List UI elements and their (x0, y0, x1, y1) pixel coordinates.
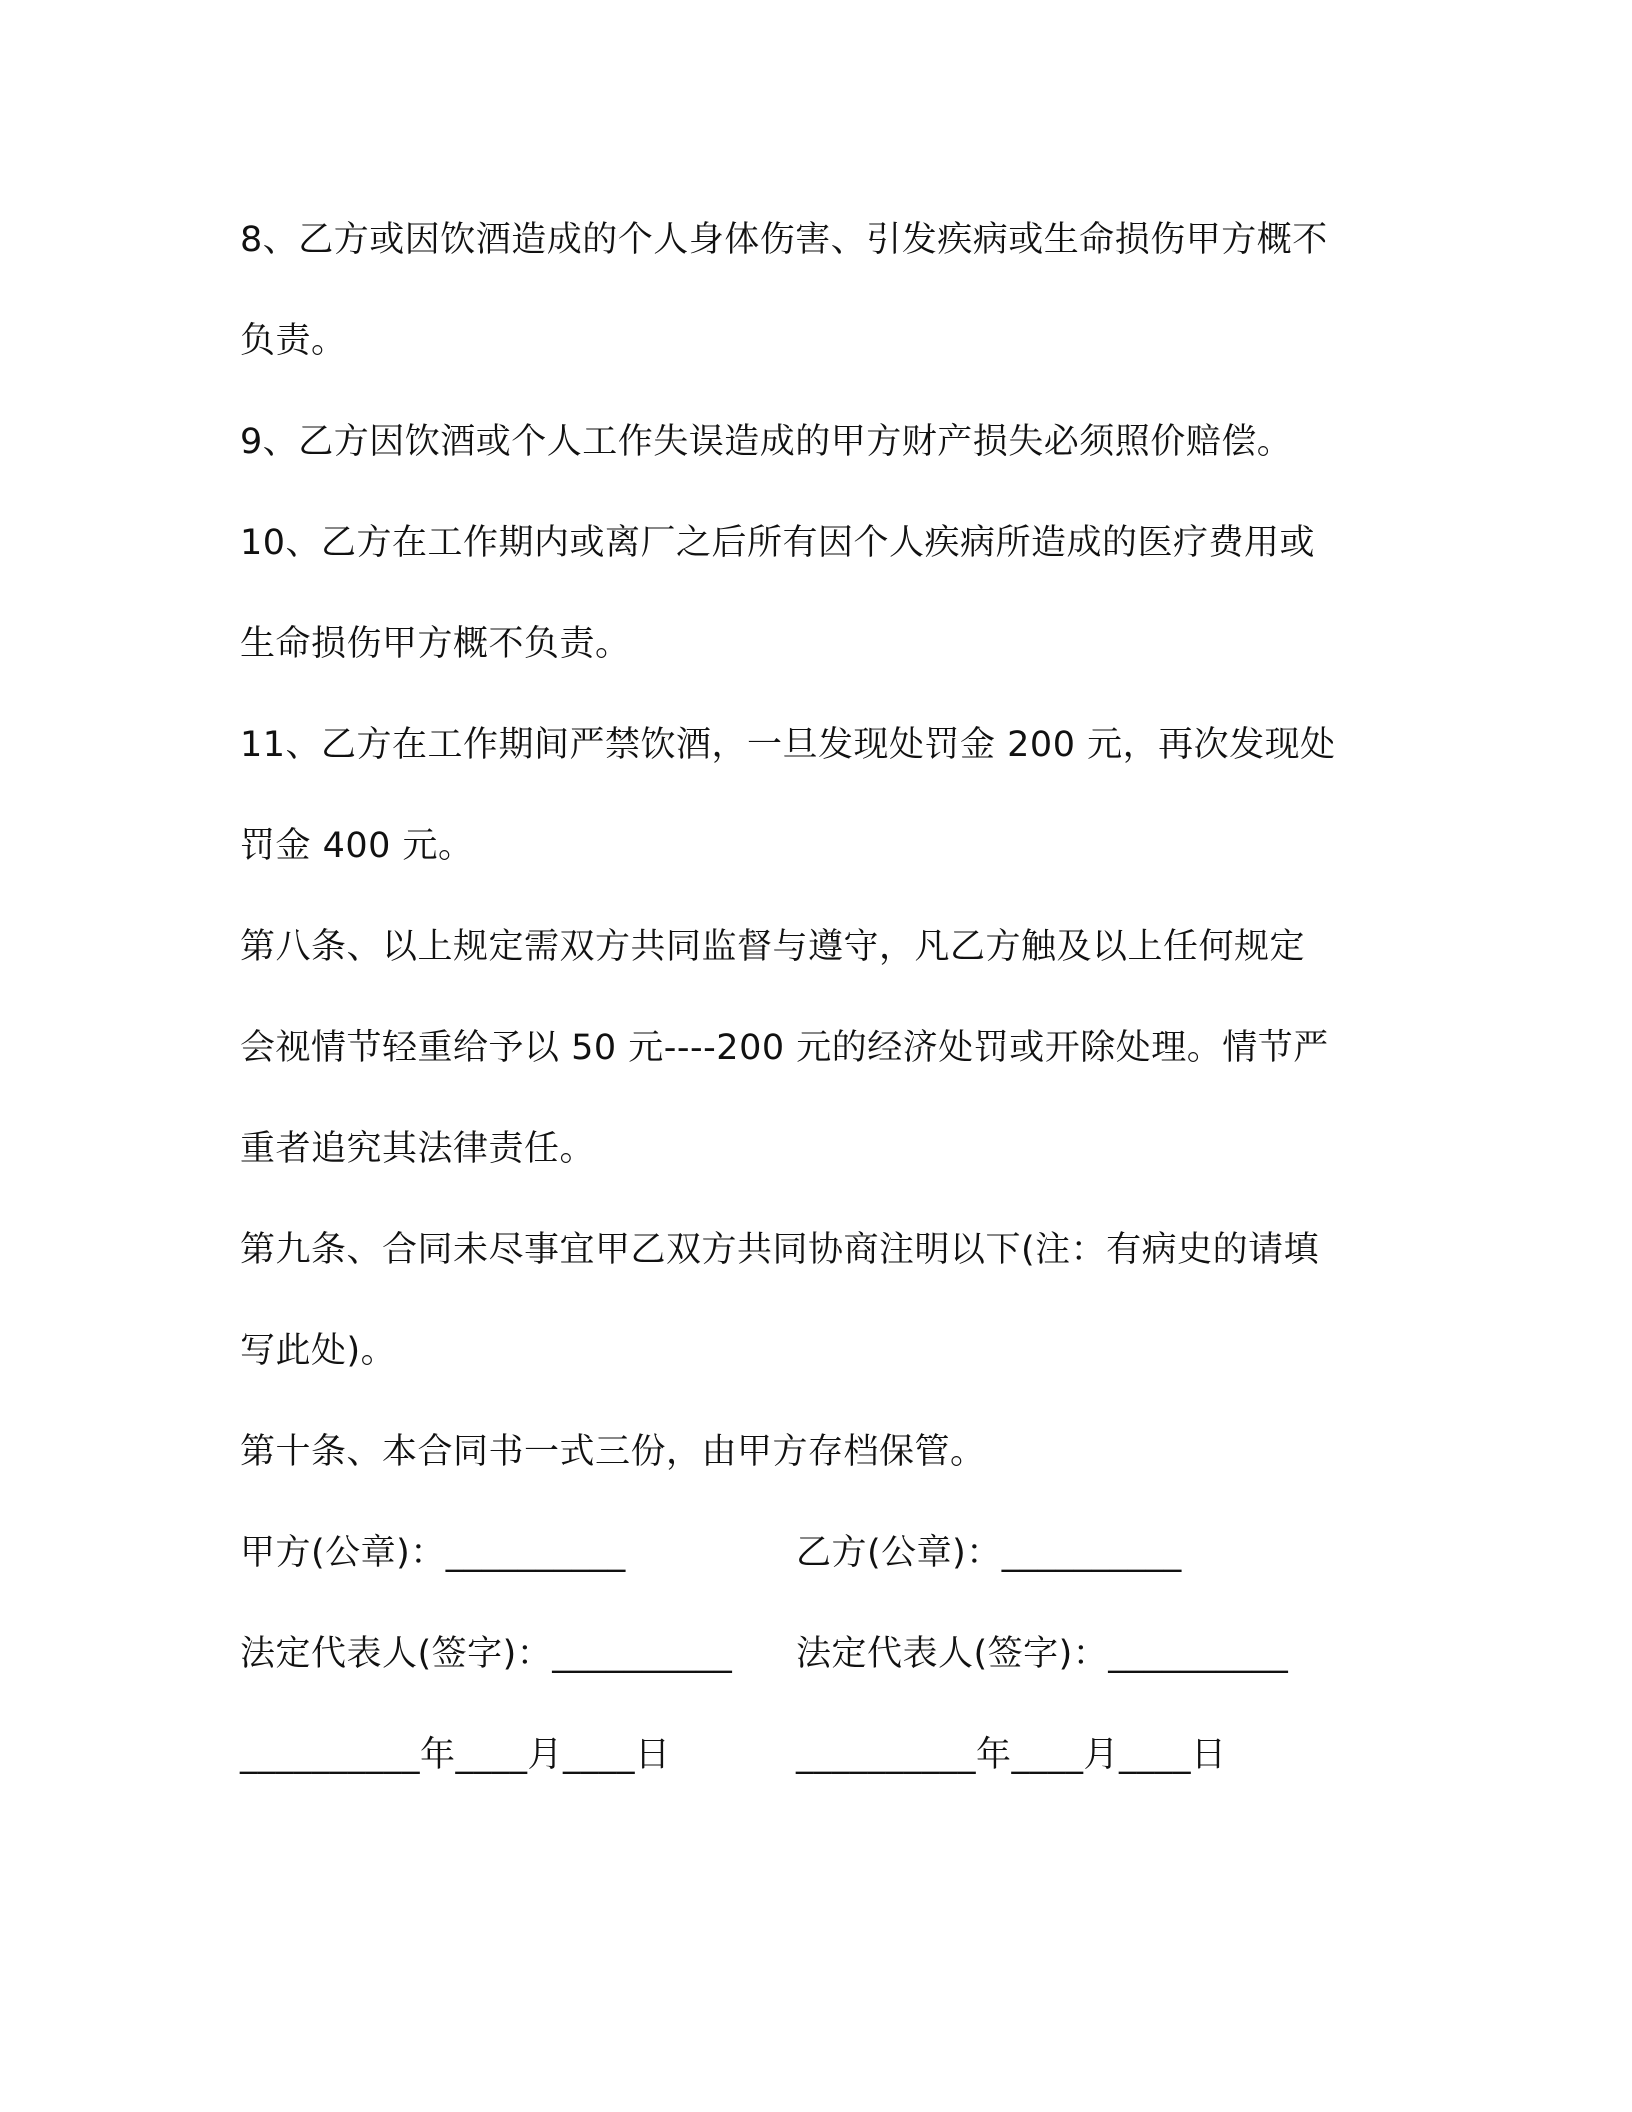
document-body (240, 190, 1400, 1806)
clause-8-line-1: 8、乙方或因饮酒造成的个人身体伤害、引发疾病或生命损伤甲方概不 (240, 220, 1328, 260)
clause-8-line-2: 负责。 (240, 321, 347, 361)
party-b-date-field: __________年____月____日 (796, 1735, 1227, 1775)
clause-10-line-1: 10、乙方在工作期内或离厂之后所有因个人疾病所造成的医疗费用或 (240, 523, 1316, 563)
clause-11-line-2: 罚金 400 元。 (240, 826, 474, 866)
clause-9-line-1: 9、乙方因饮酒或个人工作失误造成的甲方财产损失必须照价赔偿。 (240, 422, 1293, 462)
article-8-line-2: 会视情节轻重给予以 50 元----200 元的经济处罚或开除处理。情节严 (240, 1028, 1329, 1068)
article-9-line-2: 写此处)。 (240, 1331, 397, 1371)
party-a-seal-field: 甲方(公章)：__________ (240, 1533, 626, 1573)
party-b-seal-field: 乙方(公章)：__________ (796, 1533, 1182, 1573)
party-b-representative-field: 法定代表人(签字)：__________ (796, 1634, 1289, 1674)
party-a-representative-field: 法定代表人(签字)：__________ (240, 1634, 733, 1674)
article-10-line-1: 第十条、本合同书一式三份，由甲方存档保管。 (240, 1432, 986, 1472)
signature-row-date (240, 1705, 1400, 1806)
clause-11-line-1: 11、乙方在工作期间严禁饮酒，一旦发现处罚金 200 元，再次发现处 (240, 725, 1336, 765)
clause-10-line-2: 生命损伤甲方概不负责。 (240, 624, 631, 664)
signature-row-representative (240, 1604, 1400, 1705)
party-a-date-field: __________年____月____日 (240, 1735, 671, 1775)
signature-row-seal (240, 1503, 1400, 1604)
article-9-line-1: 第九条、合同未尽事宜甲乙双方共同协商注明以下(注：有病史的请填 (240, 1230, 1320, 1270)
article-8-line-3: 重者追究其法律责任。 (240, 1129, 596, 1169)
article-8-line-1: 第八条、以上规定需双方共同监督与遵守，凡乙方触及以上任何规定 (240, 927, 1306, 967)
